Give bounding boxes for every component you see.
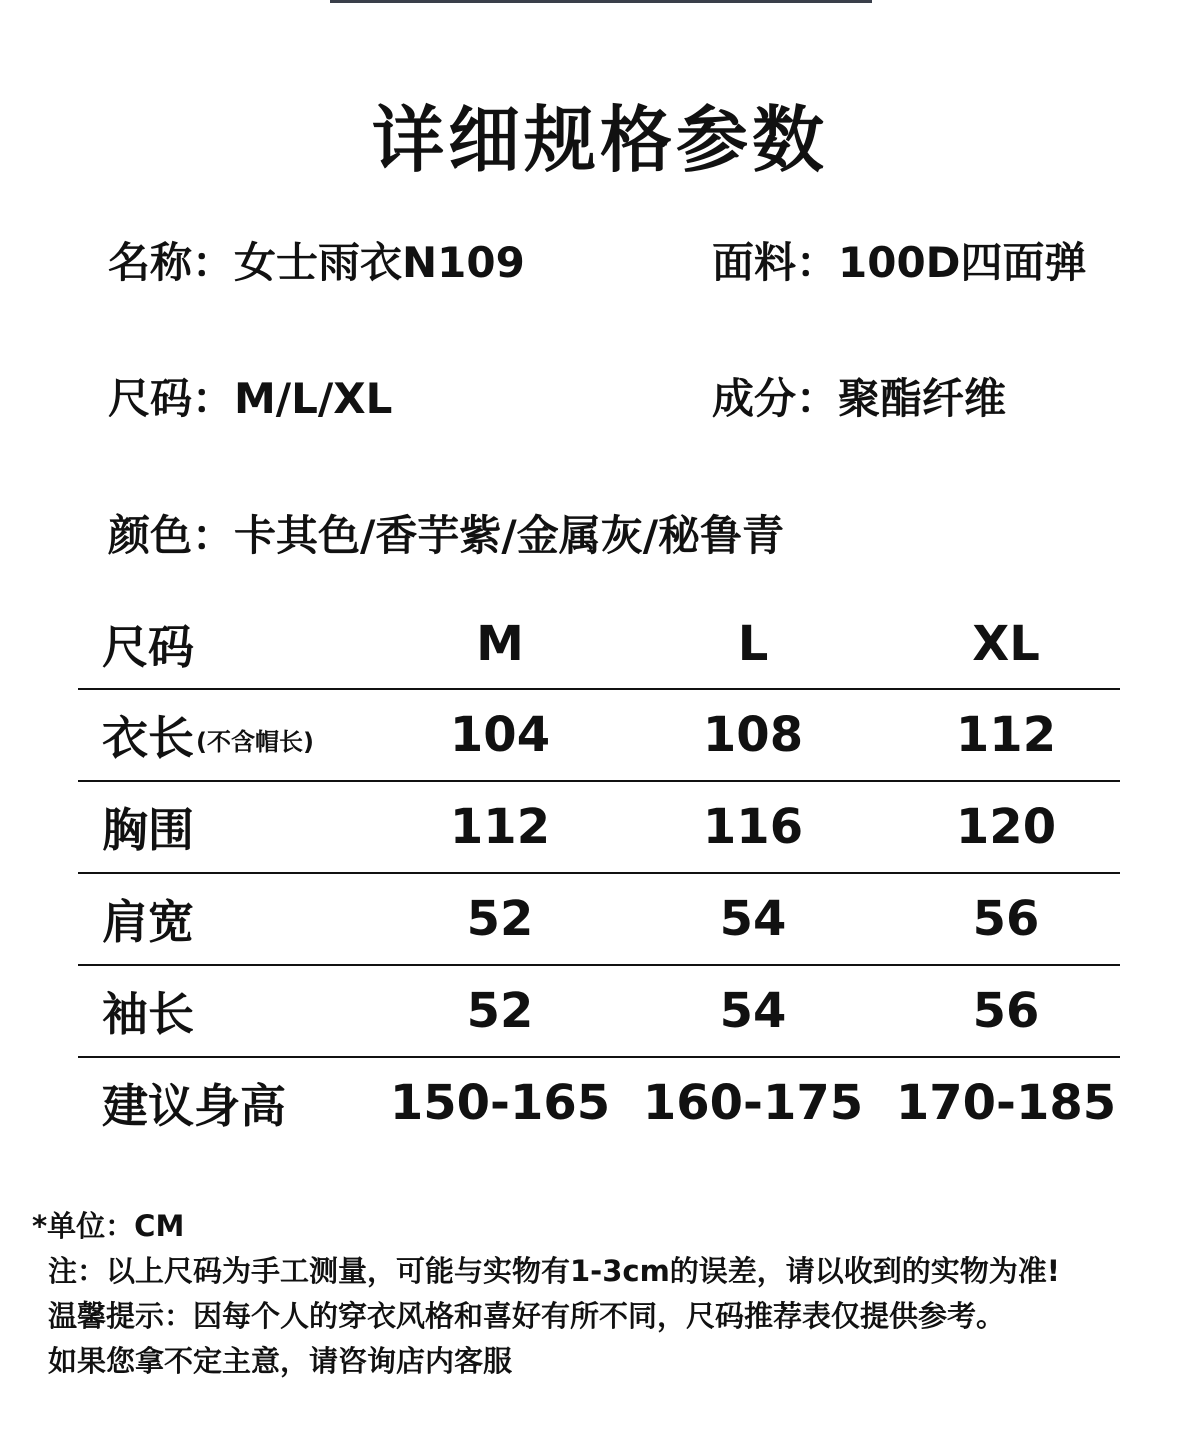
page-title: 详细规格参数 <box>371 98 828 182</box>
spec-name-value: 女士雨衣N109 <box>234 238 525 287</box>
spec-color-label: 颜色： <box>108 511 235 560</box>
row-label-text: 衣长 <box>102 711 194 765</box>
reminder-note: 温馨提示：因每个人的穿衣风格和喜好有所不同，尺码推荐表仅提供参考。 <box>48 1299 1006 1333</box>
header-label: 尺码 <box>102 620 194 674</box>
table-row <box>78 688 1120 780</box>
top-divider <box>330 0 872 3</box>
footnotes <box>32 1204 1060 1384</box>
header-col-l: L <box>737 616 769 672</box>
spec-composition-label: 成分： <box>712 374 839 423</box>
table-cell: 116 <box>702 799 804 855</box>
table-cell: 56 <box>972 983 1040 1039</box>
header-col-m: M <box>476 616 524 672</box>
spec-size-value: M/L/XL <box>234 374 393 423</box>
table-cell: 54 <box>719 891 787 947</box>
table-cell: 170-185 <box>895 1075 1117 1131</box>
row-label: 肩宽 <box>102 895 194 949</box>
table-cell: 112 <box>955 707 1057 763</box>
service-note: 如果您拿不定主意，请咨询店内客服 <box>48 1344 513 1378</box>
spec-composition <box>712 366 1006 426</box>
table-row <box>78 872 1120 964</box>
table-row <box>78 964 1120 1056</box>
row-label: 胸围 <box>102 803 194 857</box>
table-cell: 112 <box>449 799 551 855</box>
table-row <box>78 780 1120 872</box>
spec-fabric <box>712 230 1087 290</box>
table-header-row <box>78 600 1120 688</box>
table-cell: 52 <box>466 891 534 947</box>
measurement-note: 注：以上尺码为手工测量，可能与实物有1-3cm的误差，请以收到的实物为准! <box>48 1254 1061 1288</box>
table-cell: 150-165 <box>389 1075 611 1131</box>
row-label-note: (不含帽长) <box>196 727 314 756</box>
table-cell: 160-175 <box>642 1075 864 1131</box>
table-cell: 104 <box>449 707 551 763</box>
spec-composition-value: 聚酯纤维 <box>838 374 1007 423</box>
size-table <box>78 600 1120 1148</box>
row-label: 建议身高 <box>102 1079 286 1133</box>
spec-color <box>108 503 784 563</box>
header-col-xl: XL <box>972 616 1040 672</box>
spec-fabric-value: 100D四面弹 <box>838 238 1087 287</box>
table-row <box>78 1056 1120 1148</box>
row-label: 袖长 <box>102 987 194 1041</box>
spec-size-label: 尺码： <box>108 374 235 423</box>
spec-fabric-label: 面料： <box>712 238 839 287</box>
table-cell: 120 <box>955 799 1057 855</box>
table-cell: 108 <box>702 707 804 763</box>
row-label <box>102 690 314 780</box>
table-cell: 56 <box>972 891 1040 947</box>
spec-size <box>108 366 392 426</box>
spec-name-label: 名称： <box>108 238 235 287</box>
spec-color-value: 卡其色/香芋紫/金属灰/秘鲁青 <box>234 511 785 560</box>
unit-note: *单位：CM <box>32 1209 185 1243</box>
table-cell: 54 <box>719 983 787 1039</box>
table-cell: 52 <box>466 983 534 1039</box>
spec-name <box>108 230 525 290</box>
